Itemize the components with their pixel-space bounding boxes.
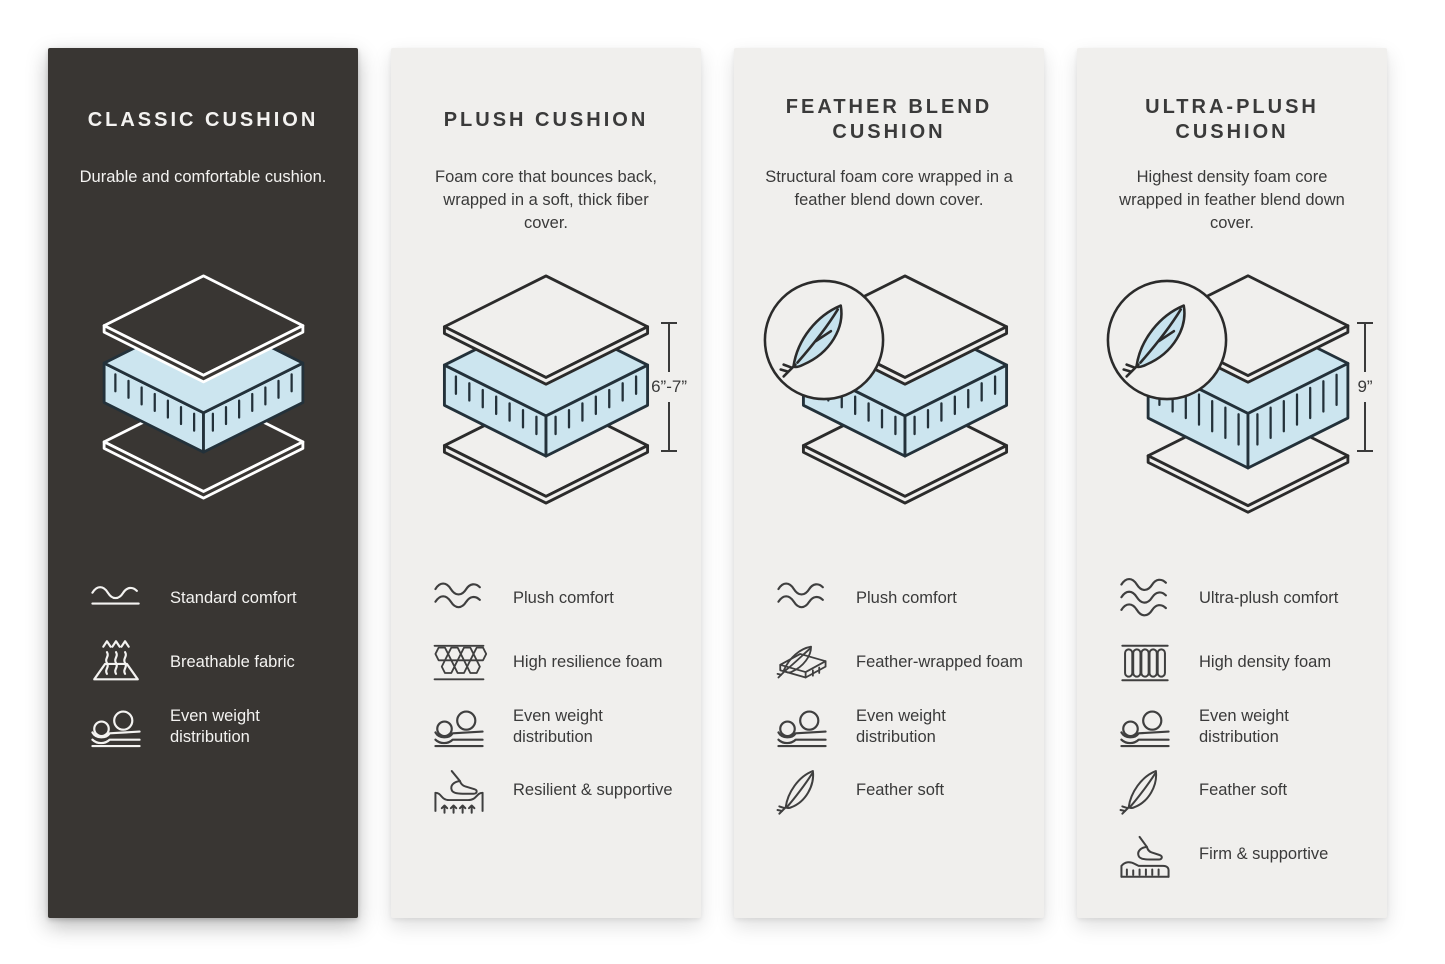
resilient-foot-icon <box>427 765 491 817</box>
feature-row <box>427 765 683 817</box>
panel-classic-cushion <box>48 48 358 918</box>
panel-title: CLASSIC CUSHION <box>87 108 319 131</box>
feature-label: Feather-wrapped foam <box>856 653 1023 672</box>
feature-row <box>1113 765 1369 817</box>
feature-row <box>84 701 340 753</box>
feature-label: Firm & supportive <box>1199 845 1329 864</box>
feather-badge-icon <box>1103 276 1231 404</box>
dimension-cap <box>1357 450 1373 452</box>
feature-label: Even weight distribution <box>1199 706 1289 746</box>
feather-icon <box>770 765 834 817</box>
dimension-line <box>668 324 670 372</box>
feature-list <box>48 573 358 753</box>
feature-list <box>391 573 701 817</box>
wave-single-icon <box>84 573 148 625</box>
feature-row <box>427 637 683 689</box>
cushion-illustration <box>391 272 701 557</box>
feature-list <box>1077 573 1387 881</box>
feature-row <box>770 701 1026 753</box>
panel-description: Highest density foam core wrapped in feather blend down cover. <box>1119 168 1345 233</box>
wave-double-icon <box>427 573 491 625</box>
feature-row <box>770 765 1026 817</box>
cushion-illustration <box>1077 272 1387 557</box>
feature-row <box>770 637 1026 689</box>
even-weight-icon <box>84 701 148 753</box>
breathable-icon <box>84 637 148 689</box>
feature-label: Resilient & supportive <box>513 781 673 800</box>
even-weight-icon <box>427 701 491 753</box>
feature-label: Ultra-plush comfort <box>1199 589 1339 608</box>
height-dimension-marker <box>1357 322 1373 452</box>
height-dimension-marker <box>651 322 687 452</box>
panel-description: Foam core that bounces back, wrapped in a soft, thick fiber cover. <box>435 168 657 233</box>
feature-label: Plush comfort <box>513 589 614 608</box>
dimension-line <box>1364 324 1366 372</box>
feather-icon <box>1113 765 1177 817</box>
feature-label: Breathable fabric <box>170 653 295 672</box>
panel-description: Structural foam core wrapped in a feather blend down cover. <box>765 168 1013 210</box>
feature-label: High resilience foam <box>513 653 663 672</box>
feature-label: Feather soft <box>1199 781 1288 800</box>
panel-ultra-plush-cushion <box>1077 48 1387 918</box>
feature-row <box>1113 637 1369 689</box>
feature-list <box>734 573 1044 817</box>
feature-row <box>84 637 340 689</box>
cushion-illustration <box>48 272 358 557</box>
firm-foot-icon <box>1113 829 1177 881</box>
panel-plush-cushion <box>391 48 701 918</box>
panel-title: ULTRA-PLUSH CUSHION <box>1145 96 1319 143</box>
feature-label: Even weight distribution <box>856 706 946 746</box>
high-density-foam-icon <box>1113 637 1177 689</box>
feather-wrapped-foam-icon <box>770 637 834 689</box>
feature-row <box>427 573 683 625</box>
panel-title: FEATHER BLEND CUSHION <box>785 96 993 143</box>
feature-row <box>1113 829 1369 881</box>
wave-triple-icon <box>1113 573 1177 625</box>
dimension-label: 6”-7” <box>651 377 687 396</box>
even-weight-icon <box>1113 701 1177 753</box>
panel-title: PLUSH CUSHION <box>443 108 649 131</box>
dimension-line <box>1364 402 1366 450</box>
feature-label: Even weight distribution <box>170 706 260 746</box>
feature-label: Plush comfort <box>856 589 957 608</box>
feature-row <box>427 701 683 753</box>
feature-row <box>1113 701 1369 753</box>
feature-row <box>770 573 1026 625</box>
feature-row <box>1113 573 1369 625</box>
cushion-illustration <box>734 272 1044 557</box>
feature-label: Standard comfort <box>170 589 297 608</box>
dimension-cap <box>661 450 677 452</box>
feature-label: Feather soft <box>856 781 945 800</box>
wave-double-icon <box>770 573 834 625</box>
feather-badge-icon <box>760 276 888 404</box>
panel-feather-blend-cushion <box>734 48 1044 918</box>
feature-row <box>84 573 340 625</box>
dimension-line <box>668 402 670 450</box>
layered-cushion-diagram-icon <box>431 272 661 507</box>
layered-cushion-diagram-icon <box>91 272 316 502</box>
even-weight-icon <box>770 701 834 753</box>
feature-label: Even weight distribution <box>513 706 603 746</box>
feature-label: High density foam <box>1199 653 1332 672</box>
honeycomb-foam-icon <box>427 637 491 689</box>
dimension-label: 9” <box>1357 377 1373 396</box>
panel-description: Durable and comfortable cushion. <box>79 168 327 186</box>
